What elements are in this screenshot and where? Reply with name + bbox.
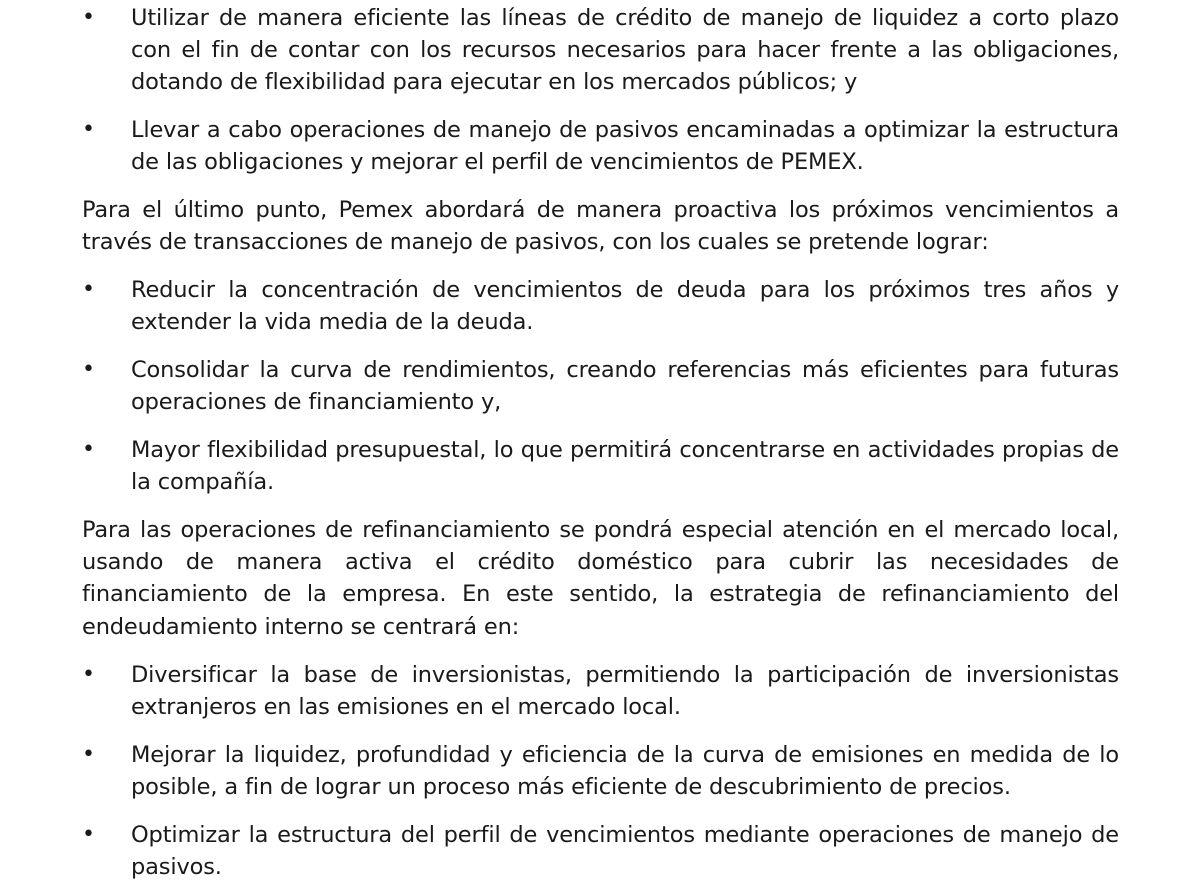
bullet-icon: •: [82, 117, 95, 142]
list-item: [82, 354, 1119, 420]
list-item-text: Mejorar la liquidez, profundidad y eficiencia de la curva de emisiones en medida de lo posible, a fin de lograr un proceso más eficiente de descubrimiento de precios.: [131, 742, 1119, 801]
list-item: [82, 434, 1119, 500]
bullet-icon: •: [82, 742, 95, 767]
list-item-text: Reducir la concentración de vencimientos de deuda para los próximos tres años y extender la vida media de la deuda.: [131, 277, 1119, 336]
paragraph: Para las operaciones de refinanciamiento se pondrá especial atención en el mercado local, usando de manera activa el crédito doméstico para cubrir las necesidades de financiamiento de la empresa. En este sentido, la estrategia de refinanciamiento del endeudamiento interno se centrará en:: [82, 517, 1119, 640]
list-item-text: Diversificar la base de inversionistas, permitiendo la participación de inversionistas extranjeros en las emisiones en el mercado local.: [131, 662, 1119, 721]
bullet-icon: •: [82, 437, 95, 462]
list-item: [82, 739, 1119, 805]
list-item-text: Optimizar la estructura del perfil de vencimientos mediante operaciones de manejo de pasivos.: [131, 822, 1119, 881]
list-item-text: Utilizar de manera eficiente las líneas de crédito de manejo de liquidez a corto plazo con el fin de contar con los recursos necesarios para hacer frente a las obligaciones, dotando de flexibilidad para ejecutar en los mercados públicos; y: [131, 5, 1119, 96]
bullet-icon: •: [82, 822, 95, 847]
bullet-icon: •: [82, 662, 95, 687]
paragraph: Para el último punto, Pemex abordará de manera proactiva los próximos vencimientos a través de transacciones de manejo de pasivos, con los cuales se pretende lograr:: [82, 197, 1119, 256]
list-item-text: Mayor flexibilidad presupuestal, lo que permitirá concentrarse en actividades propias de la compañía.: [131, 437, 1119, 496]
list-item: [82, 274, 1119, 340]
list-item: [82, 114, 1119, 180]
list-item-text: Consolidar la curva de rendimientos, creando referencias más eficientes para futuras operaciones de financiamiento y,: [131, 357, 1119, 416]
bullet-icon: •: [82, 5, 95, 30]
list-item: [82, 659, 1119, 725]
list-item: [82, 2, 1119, 100]
bullet-icon: •: [82, 277, 95, 302]
bullet-icon: •: [82, 357, 95, 382]
list-item: [82, 819, 1119, 881]
list-item-text: Llevar a cabo operaciones de manejo de pasivos encaminadas a optimizar la estructura de las obligaciones y mejorar el perfil de vencimientos de PEMEX.: [131, 117, 1119, 176]
